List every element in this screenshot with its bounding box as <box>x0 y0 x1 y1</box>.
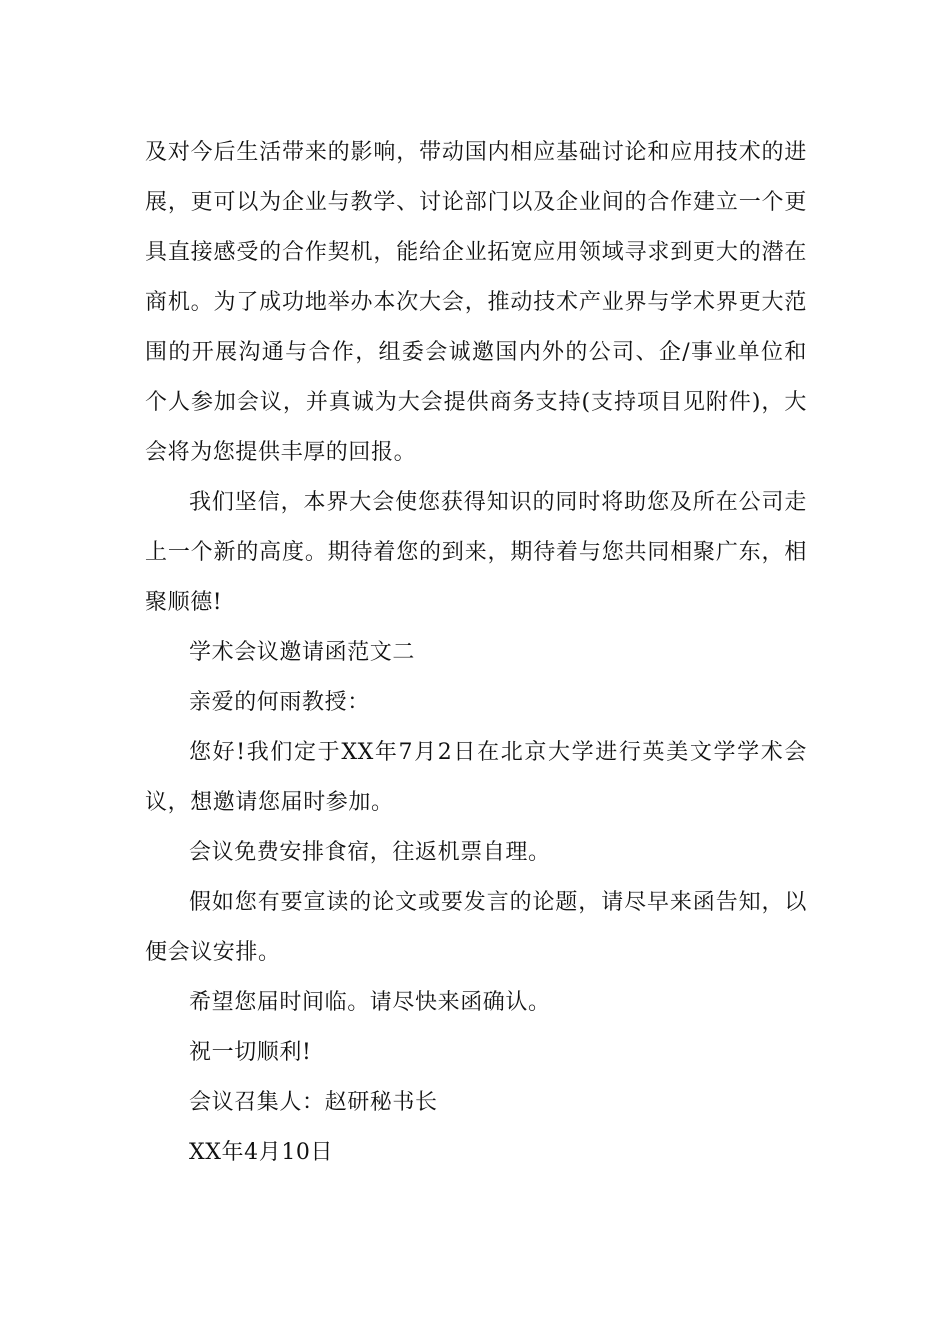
paragraph-invitation: 您好!我们定于XX年7月2日在北京大学进行英美文学学术会议，想邀请您届时参加。 <box>145 740 807 815</box>
paragraph-closing-belief: 我们坚信，本界大会使您获得知识的同时将助您及所在公司走上一个新的高度。期待着您的到来，期待着与您共同相聚广东，相聚顺德! <box>145 490 807 615</box>
date: XX年4月10日 <box>189 1140 334 1165</box>
signature: 会议召集人：赵研秘书长 <box>189 1090 438 1115</box>
paragraph-submission: 假如您有要宣读的论文或要发言的论题，请尽早来函告知，以便会议安排。 <box>145 890 807 965</box>
document-page <box>145 128 807 1178</box>
paragraph-confirm: 希望您届时间临。请尽快来函确认。 <box>189 990 551 1015</box>
section-title: 学术会议邀请函范文二 <box>189 640 416 665</box>
paragraph-accommodation: 会议免费安排食宿，往返机票自理。 <box>189 840 551 865</box>
salutation: 亲爱的何雨教授： <box>189 690 370 715</box>
paragraph-intro-continuation: 及对今后生活带来的影响，带动国内相应基础讨论和应用技术的进展，更可以为企业与教学、讨论部门以及企业间的合作建立一个更具直接感受的合作契机，能给企业拓宽应用领域寻求到更大的潜在商机。为了成功地举办本次大会，推动技术产业界与学术界更大范围的开展沟通与合作，组委会诚邀国内外的公司、企/事业单位和个人参加会议，并真诚为大会提供商务支持(支持项目见附件)，大会将为您提供丰厚的回报。 <box>145 140 807 465</box>
closing-wish: 祝一切顺利! <box>189 1040 312 1065</box>
